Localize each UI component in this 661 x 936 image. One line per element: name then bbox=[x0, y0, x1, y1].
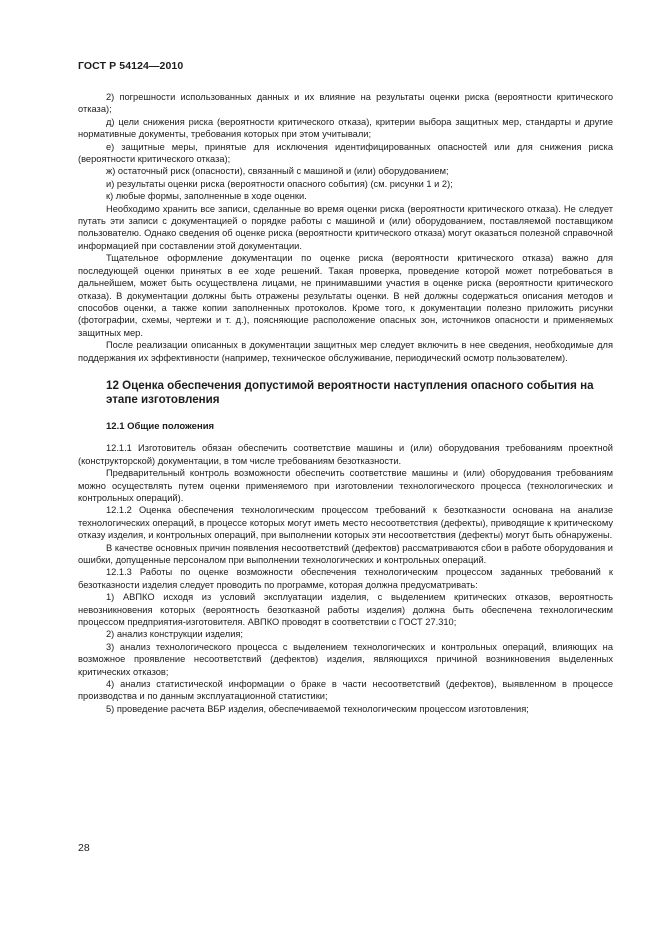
list-item-i: и) результаты оценки риска (вероятности опасного события) (см. рисунки 1 и 2); bbox=[106, 178, 453, 189]
clause-12-1-3: 12.1.3 Работы по оценке возможности обеспечения технологическим процессом заданных требований к безотказности изделия следует проводить по программе, которая должна предусматривать: bbox=[78, 567, 613, 590]
clause-12-1-2: 12.1.2 Оценка обеспечения технологическим процессом требований к безотказности основана на анализе технологических операций, в процессе которых могут иметь место несоответствия (дефекты), приводящие к критическому отказу изделия, и контрольных операций, при выполнении которых эти несоответствия (дефекты) могут быть обнаружены. bbox=[78, 505, 613, 541]
section-heading: 12 Оценка обеспечения допустимой вероятности наступления опасного события на этапе изготовления bbox=[106, 378, 594, 407]
body-paragraph-main-causes: В качестве основных причин появления несоответствий (дефектов) рассматриваются сбои в работе оборудования и ошибки, допущенные персоналом при выполнении технологических и контрольных операций. bbox=[78, 542, 613, 565]
list-item-e: е) защитные меры, принятые для исключения идентифицированных опасностей или для снижения риска (вероятности критического отказа); bbox=[78, 141, 613, 165]
body-paragraph-records: Необходимо хранить все записи, сделанные во время оценки риска (вероятности критического отказа). Не следует путать эти записи с документацией о порядке работы с машиной и (или) оборудованием, поставляемой поставщиком пользователю. Однако сведения об оценке риска (вероятности критического отказа) могут оказаться полезной справочной информацией при составлении этой документации. bbox=[78, 203, 613, 251]
program-item-2: 2) анализ конструкции изделия; bbox=[106, 629, 244, 640]
document-code-header: ГОСТ Р 54124—2010 bbox=[78, 60, 184, 72]
program-item-3: 3) анализ технологического процесса с выделением технологических и контрольных операций, влияющих на возможное проявление несоответствий (дефектов) изделия, являющихся причиной возникновения выделенных критических отказов; bbox=[78, 641, 613, 677]
body-paragraph-documentation: Тщательное оформление документации по оценке риска (вероятности критического отказа) важно для последующей оценки принятых в ее ходе решений. Такая проверка, проведение которой может потребоваться в дальнейшем, может быть осуществлена лицами, не принимавшими участия в оценке риска (вероятности критического отказа). В документации должны быть отражены результаты оценки. В ней должны содержаться описания методов и способов оценки, а также копии заполненных протоколов. Кроме того, к документации полезно приложить рисунки (фотографии, схемы, чертежи и т. д.), поясняющие расположение опасных зон, источников опасности и применяемых защитных мер. bbox=[78, 253, 613, 338]
subsection-heading: 12.1 Общие положения bbox=[106, 420, 215, 432]
program-item-1: 1) АВПКО исходя из условий эксплуатации изделия, с выделением критических отказов, вероятность невозникновения которых (вероятность безотказной работы изделия) должна быть обеспечена технологическим процессом предприятия-изготовителя. АВПКО проводят в соответствии с ГОСТ 27.310; bbox=[78, 592, 613, 628]
program-item-4: 4) анализ статистической информации о браке в части несоответствий (дефектов), выявленном в процессе производства и по данным эксплуатационной статистики; bbox=[78, 679, 613, 702]
list-item-k: к) любые формы, заполненные в ходе оценки. bbox=[106, 191, 307, 202]
page-number: 28 bbox=[78, 842, 90, 854]
page-body bbox=[78, 91, 613, 715]
body-paragraph-preliminary-control: Предварительный контроль возможности обеспечить соответствие машины и (или) оборудования требованиям можно осуществлять путем оценки применяемого при изготовлении технологического процесса (технологических и контрольных операций). bbox=[78, 468, 613, 503]
list-item-zh: ж) остаточный риск (опасности), связанный с машиной и (или) оборудованием; bbox=[106, 166, 449, 177]
clause-12-1-1: 12.1.1 Изготовитель обязан обеспечить соответствие машины и (или) оборудования требованиям проектной (конструкторской) документации, в том числе требованиям безотказности. bbox=[78, 443, 613, 466]
list-item-d: д) цели снижения риска (вероятности критического отказа), критерии выбора защитных мер, стандарты и другие нормативные документы, требования которых при этом учитывали; bbox=[78, 116, 613, 140]
program-item-5: 5) проведение расчета ВБР изделия, обеспечиваемой технологическим процессом изготовления; bbox=[106, 703, 529, 714]
body-paragraph: 2) погрешности использованных данных и их влияние на результаты оценки риска (вероятности критического отказа); bbox=[78, 92, 613, 115]
body-paragraph-after-implementation: После реализации описанных в документации защитных мер следует включить в нее сведения, необходимые для поддержания их эффективности (например, техническое обслуживание, периодический осмотр пользователем). bbox=[78, 340, 613, 363]
